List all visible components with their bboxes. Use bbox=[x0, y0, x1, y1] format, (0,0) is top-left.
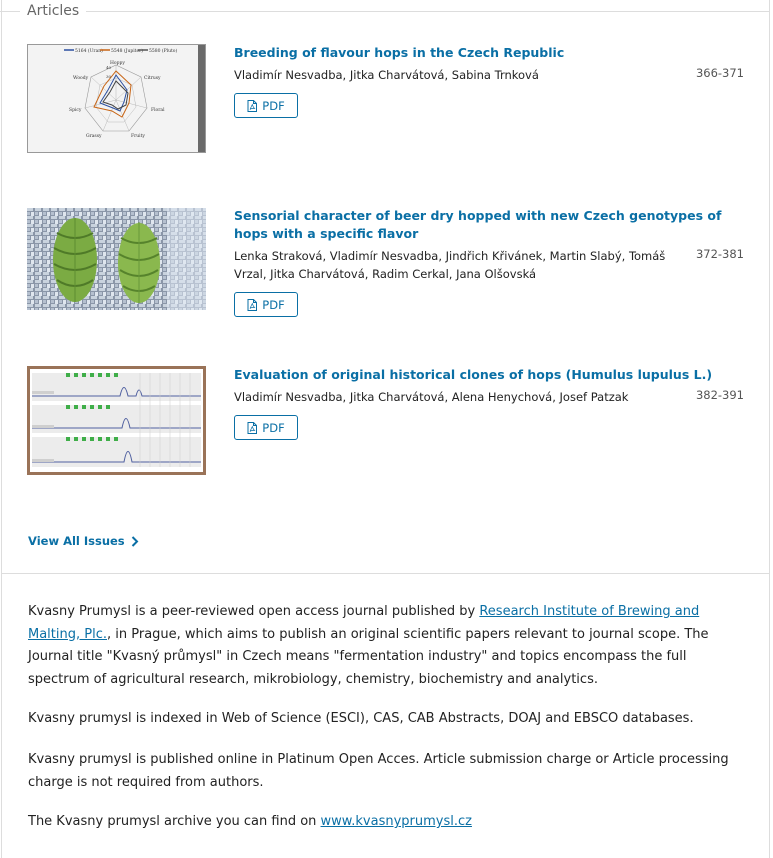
hop-cone bbox=[53, 218, 97, 302]
section-divider bbox=[0, 11, 769, 12]
article-item bbox=[27, 44, 747, 164]
view-all-issues-label: View All Issues bbox=[28, 534, 125, 548]
publisher-link[interactable]: Research Institute of Brewing and Malting, Plc. bbox=[28, 604, 700, 642]
article-pages: 366-371 bbox=[695, 66, 744, 80]
legend-item: 5548 (Jupiter) bbox=[111, 49, 144, 54]
about-text: The Kvasny prumysl archive you can find on bbox=[28, 814, 321, 829]
article-authors: Vladimír Nesvadba, Jitka Charvátová, Sabina Trnková bbox=[234, 68, 539, 82]
pdf-button[interactable] bbox=[234, 93, 298, 118]
indexing-paragraph: Kvasny prumysl is indexed in Web of Science (ESCI), CAS, CAB Abstracts, DOAJ and EBSCO databases. bbox=[28, 711, 694, 726]
pdf-button-label: PDF bbox=[262, 297, 285, 312]
axis-label: Floral bbox=[151, 108, 165, 113]
pdf-button-label: PDF bbox=[262, 98, 285, 113]
about-text: Kvasny Prumysl is a peer-reviewed open access journal published by bbox=[28, 604, 480, 619]
pdf-file-icon bbox=[247, 422, 257, 434]
journal-description bbox=[28, 601, 744, 691]
tick-label: 40 bbox=[106, 65, 112, 70]
article-item bbox=[27, 208, 747, 328]
legend-item: 5164 (Uran) bbox=[75, 49, 103, 54]
article-item bbox=[27, 366, 747, 486]
archive-paragraph bbox=[28, 811, 744, 834]
article-thumbnail[interactable] bbox=[27, 366, 206, 475]
tick-label: 30 bbox=[106, 74, 112, 79]
article-thumbnail[interactable] bbox=[27, 44, 206, 153]
pdf-button-label: PDF bbox=[262, 420, 285, 435]
article-authors: Lenka Straková, Vladimír Nesvadba, Jindřich Křivánek, Martin Slabý, Tomáš Vrzal, Jitka Charvátová, Radim Cerkal, Jana Olšovská bbox=[234, 249, 666, 281]
section-title: Articles bbox=[20, 3, 86, 19]
axis-label: Fruity bbox=[131, 134, 145, 139]
article-pages: 382-391 bbox=[695, 388, 744, 402]
article-title-link[interactable]: Evaluation of original historical clones of hops (Humulus lupulus L.) bbox=[234, 367, 713, 382]
axis-label: Hoppy bbox=[110, 61, 125, 66]
article-authors: Vladimír Nesvadba, Jitka Charvátová, Alena Henychová, Josef Patzak bbox=[234, 390, 629, 404]
about-text: , in Prague, which aims to publish an original scientific papers relevant to journal scope. The Journal title "Kvasný průmysl" in Czech means "fermentation industry" and topics encompass the full spectrum of agricultural research, mikrobiology, chemistry, biochemistry and analytics. bbox=[28, 626, 709, 687]
pdf-button[interactable] bbox=[234, 415, 298, 440]
pdf-file-icon bbox=[247, 299, 257, 311]
axis-label: Woody bbox=[73, 76, 89, 81]
archive-link[interactable]: www.kvasnyprumysl.cz bbox=[320, 814, 472, 829]
axis-label: Grassy bbox=[86, 134, 102, 139]
view-all-issues-link[interactable] bbox=[28, 534, 139, 548]
section-divider bbox=[1, 573, 770, 574]
pdf-button[interactable] bbox=[234, 292, 298, 317]
radar-chart-image bbox=[28, 45, 206, 153]
axis-label: Spicy bbox=[69, 108, 82, 113]
article-thumbnail[interactable] bbox=[27, 208, 206, 310]
open-access-paragraph: Kvasny prumysl is published online in Platinum Open Acces. Article submission charge or Article processing charge is not required from authors. bbox=[28, 752, 729, 790]
legend-item: 5580 (Pluto) bbox=[149, 49, 178, 54]
article-title-link[interactable]: Breeding of flavour hops in the Czech Republic bbox=[234, 45, 565, 60]
pdf-file-icon bbox=[247, 100, 257, 112]
hops-photo-image bbox=[27, 208, 206, 310]
dna-profile-image bbox=[30, 369, 203, 472]
axis-label: Citrusy bbox=[144, 76, 161, 81]
article-title-link[interactable]: Sensorial character of beer dry hopped with new Czech genotypes of hops with a specific flavor bbox=[234, 208, 722, 241]
chevron-right-icon bbox=[131, 536, 139, 547]
article-pages: 372-381 bbox=[695, 247, 744, 261]
